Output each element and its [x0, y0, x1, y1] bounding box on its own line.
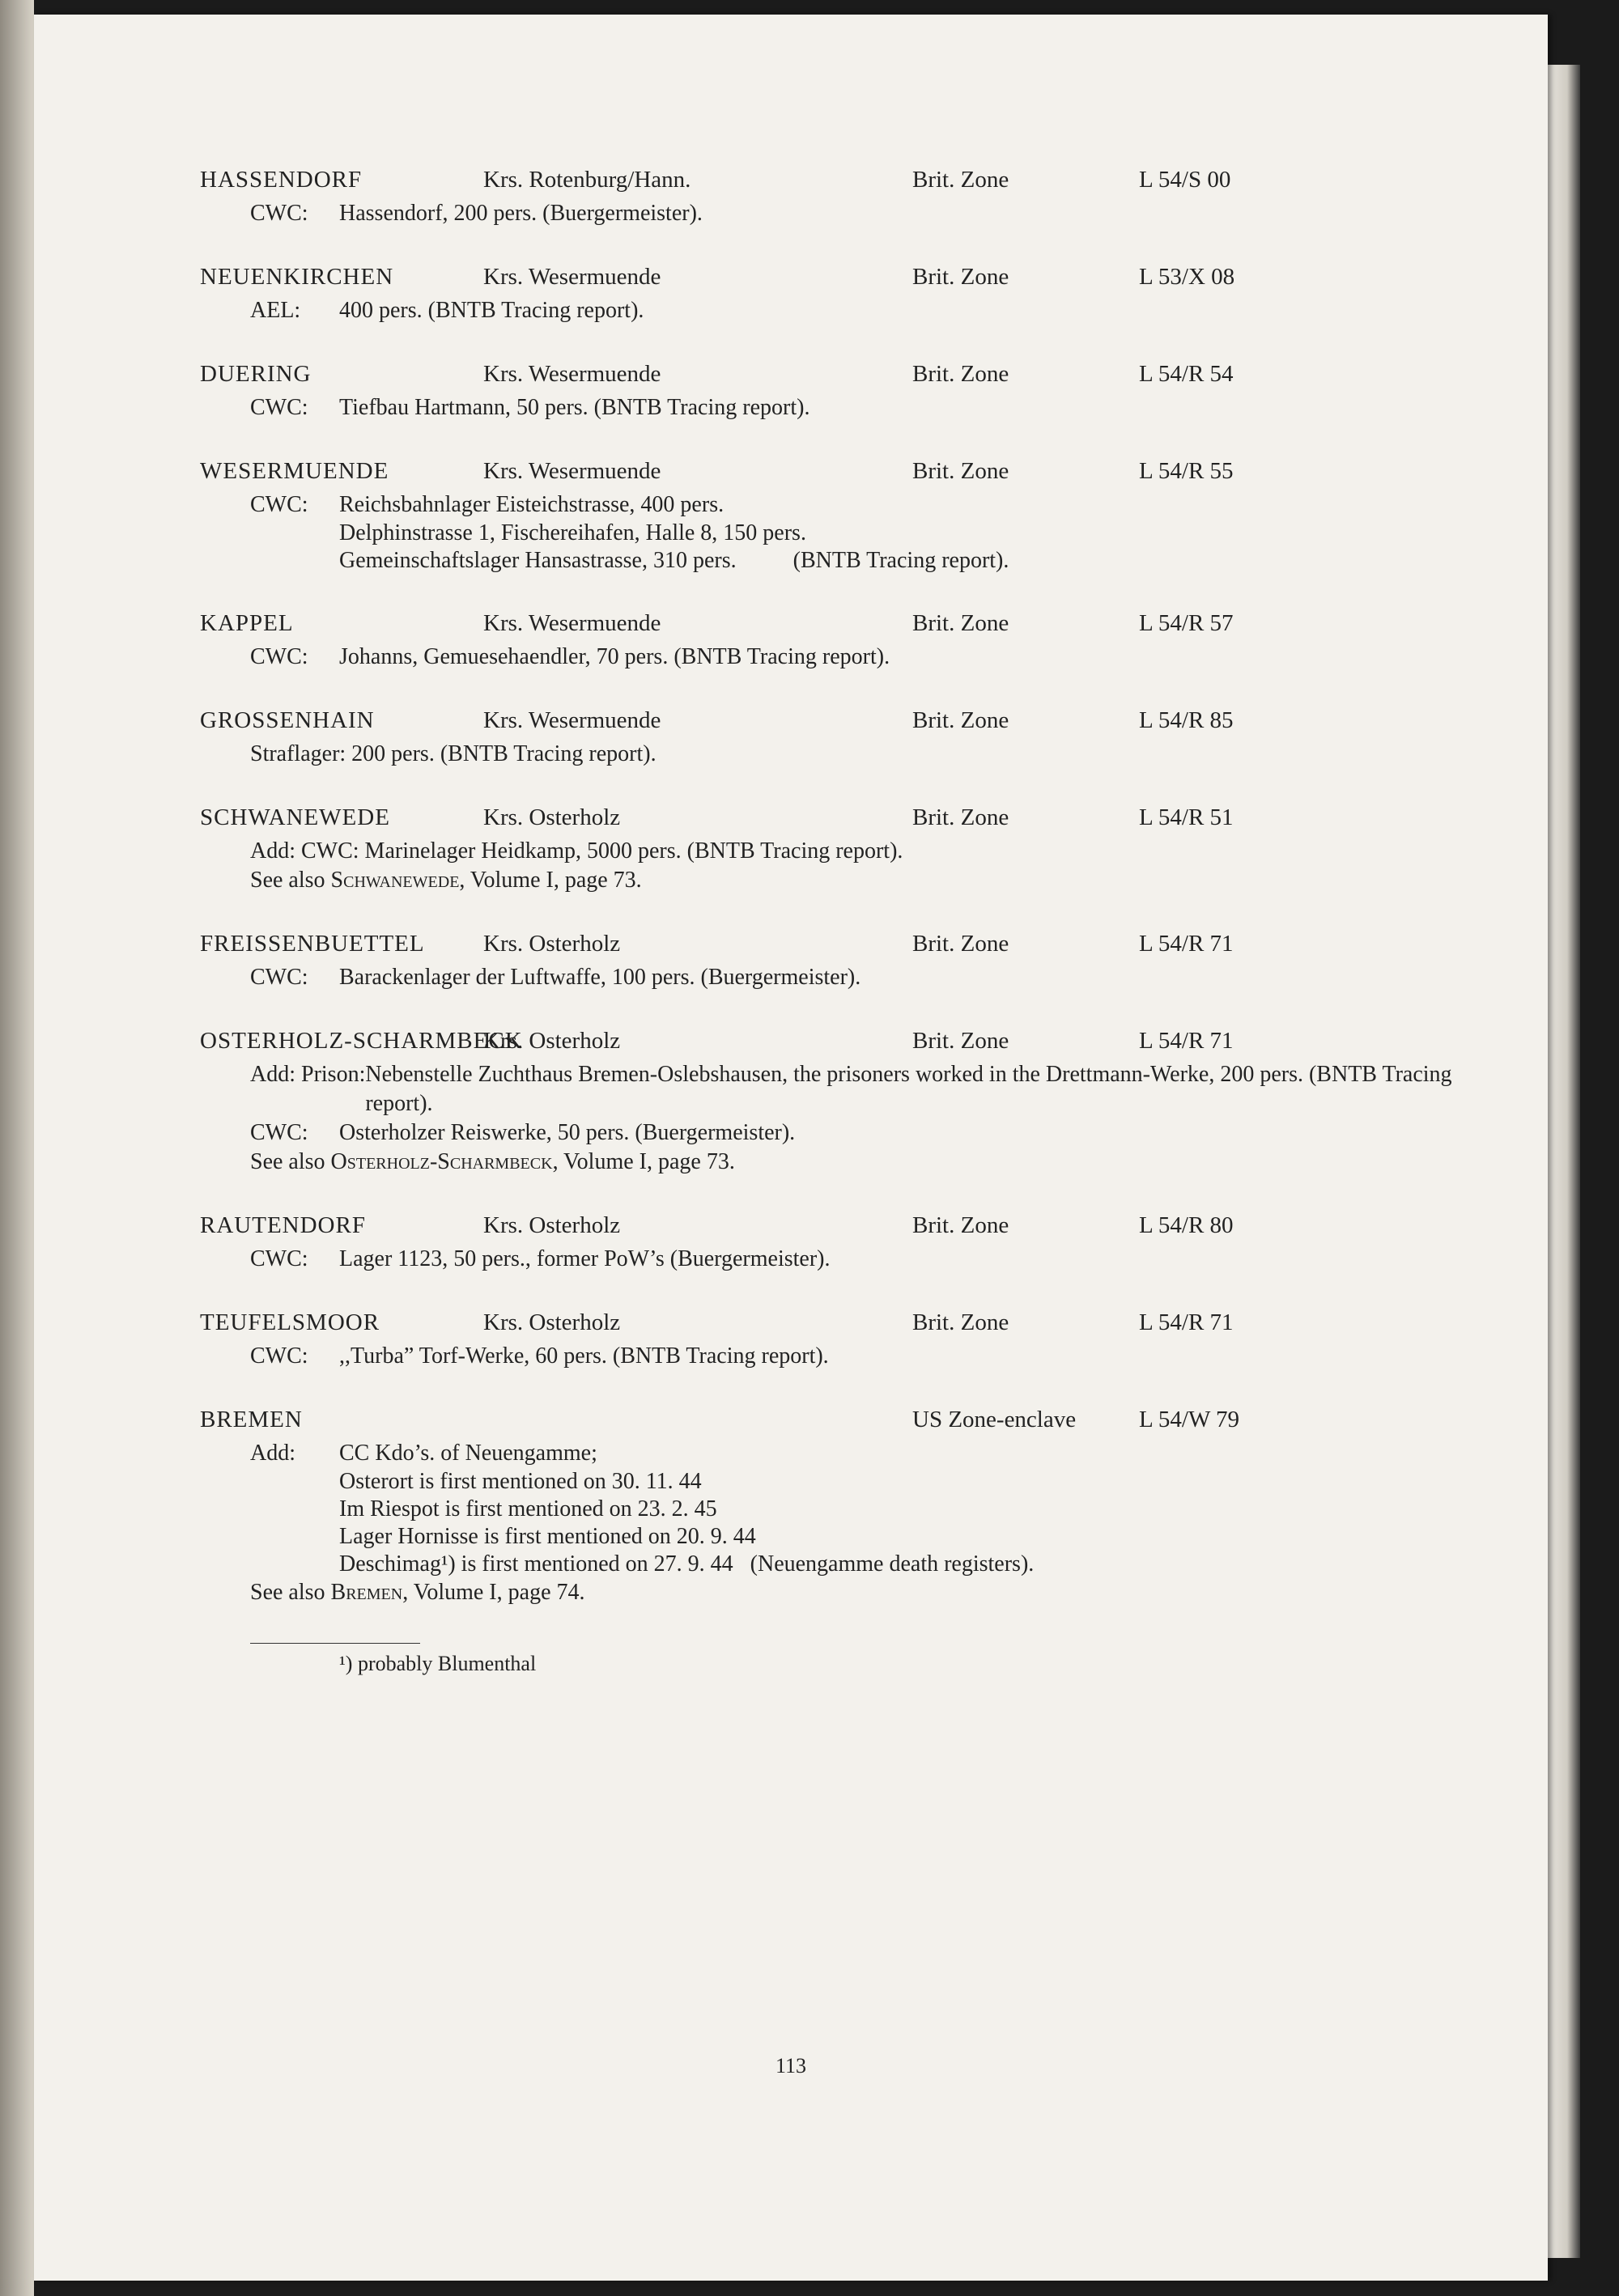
- entry-line: [250, 296, 1455, 325]
- entry-subline: Lager Hornisse is first mentioned on 20. 9. 44: [339, 1524, 756, 1549]
- line-text: Lager 1123, 50 pers., former PoW’s (Buergermeister).: [339, 1246, 831, 1271]
- entry-subline: Delphinstrasse 1, Fischereihafen, Halle 8, 150 pers.: [339, 520, 806, 545]
- entry-line: [250, 1342, 1455, 1371]
- entry: [200, 1407, 1455, 1607]
- entry: [200, 1309, 1455, 1371]
- place-name: BREMEN: [200, 1407, 303, 1432]
- place-name: RAUTENDORF: [200, 1212, 366, 1238]
- entry-subline: Deschimag¹) is first mentioned on 27. 9. 44 (Neuengamme death registers).: [339, 1551, 1035, 1577]
- entry-header: [200, 707, 1455, 740]
- map-reference: L 54/R 71: [1139, 1309, 1234, 1335]
- entry: [200, 804, 1455, 895]
- entry: [200, 1028, 1455, 1177]
- footnote: ¹) probably Blumenthal: [339, 1652, 537, 1675]
- district: Krs. Wesermuende: [483, 610, 661, 636]
- facing-page-edge: [0, 0, 34, 2296]
- see-also-prefix: See also: [250, 868, 331, 893]
- map-reference: L 54/R 71: [1139, 1028, 1234, 1054]
- district: Krs. Osterholz: [483, 1309, 621, 1335]
- entry: [200, 1212, 1455, 1274]
- line-text: Johanns, Gemuesehaendler, 70 pers. (BNTB Tracing report).: [339, 644, 890, 669]
- line-text: ,,Turba” Torf-Werke, 60 pers. (BNTB Tracing report).: [339, 1343, 829, 1369]
- entry-header: [200, 264, 1455, 296]
- district: Krs. Rotenburg/Hann.: [483, 167, 691, 193]
- line-text: Nebenstelle Zuchthaus Bremen-Oslebshausen, the prisoners worked in the Drettmann-Werke, 200 pers. (BNTB Tracing report).: [365, 1062, 1452, 1116]
- district: Krs. Osterholz: [483, 931, 621, 957]
- line-label: CWC:: [250, 1120, 308, 1145]
- map-reference: L 54/R 57: [1139, 610, 1234, 636]
- entry: [200, 931, 1455, 992]
- entry-line: [250, 1245, 1455, 1274]
- place-name: NEUENKIRCHEN: [200, 264, 394, 290]
- entry-header: [200, 1309, 1455, 1342]
- line-text: Barackenlager der Luftwaffe, 100 pers. (Buergermeister).: [339, 965, 861, 990]
- entry-line: [250, 199, 1455, 228]
- see-also-place: Bremen: [330, 1580, 403, 1605]
- line-label: Add: Prison:: [250, 1062, 366, 1087]
- zone: Brit. Zone: [912, 1028, 1009, 1054]
- entry-subline: Gemeinschaftslager Hansastrasse, 310 pers. (BNTB Tracing report).: [339, 548, 1009, 573]
- see-also-suffix: , Volume I, page 73.: [459, 868, 642, 893]
- place-name: WESERMUENDE: [200, 458, 389, 484]
- entry-line: [250, 490, 1455, 520]
- map-reference: L 54/R 85: [1139, 707, 1234, 733]
- entry: [200, 610, 1455, 672]
- zone: Brit. Zone: [912, 1309, 1009, 1335]
- entries-list: [200, 167, 1455, 1678]
- line-text: Hassendorf, 200 pers. (Buergermeister).: [339, 201, 703, 226]
- zone: US Zone-enclave: [912, 1407, 1077, 1432]
- entry-header: [200, 361, 1455, 393]
- line-label: CWC:: [250, 201, 308, 226]
- line-text: 400 pers. (BNTB Tracing report).: [339, 298, 644, 323]
- district: Krs. Wesermuende: [483, 707, 661, 733]
- entry-header: [200, 1028, 1455, 1060]
- entry: [200, 264, 1455, 325]
- line-text: Osterholzer Reiswerke, 50 pers. (Buergermeister).: [339, 1120, 796, 1145]
- document-page: [34, 15, 1548, 2281]
- zone: Brit. Zone: [912, 707, 1009, 733]
- place-name: KAPPEL: [200, 610, 294, 636]
- entry-header: [200, 1407, 1455, 1439]
- see-also: [250, 1578, 1455, 1607]
- entry-line: [250, 1439, 1455, 1468]
- map-reference: L 54/R 80: [1139, 1212, 1234, 1238]
- line-label: Add:: [250, 1441, 295, 1466]
- line-label: CWC:: [250, 1343, 308, 1369]
- entry-line: [250, 1118, 1455, 1148]
- entry-line: [250, 1060, 1455, 1118]
- place-name: GROSSENHAIN: [200, 707, 375, 733]
- district: Krs. Osterholz: [483, 1028, 621, 1054]
- place-name: SCHWANEWEDE: [200, 804, 390, 830]
- see-also-place: Schwanewede: [330, 868, 460, 893]
- entry-header: [200, 1212, 1455, 1245]
- district: Krs. Osterholz: [483, 804, 621, 830]
- line-label: AEL:: [250, 298, 301, 323]
- zone: Brit. Zone: [912, 610, 1009, 636]
- entry-subline: Im Riespot is first mentioned on 23. 2. 45: [339, 1496, 717, 1521]
- zone: Brit. Zone: [912, 167, 1009, 193]
- entry: [200, 361, 1455, 422]
- line-text: Reichsbahnlager Eisteichstrasse, 400 pers.: [339, 492, 725, 517]
- see-also-prefix: See also: [250, 1149, 331, 1174]
- zone: Brit. Zone: [912, 1212, 1009, 1238]
- district: Krs. Wesermuende: [483, 264, 661, 290]
- entry-line: [250, 643, 1455, 672]
- entry-line: Straflager: 200 pers. (BNTB Tracing report).: [250, 741, 657, 766]
- entry-header: [200, 610, 1455, 643]
- page-block-edge: [1548, 65, 1580, 2258]
- map-reference: L 54/R 54: [1139, 361, 1234, 387]
- zone: Brit. Zone: [912, 931, 1009, 957]
- entry-header: [200, 931, 1455, 963]
- entry: [200, 458, 1455, 575]
- line-label: CWC:: [250, 965, 308, 990]
- entry-line: Add: CWC: Marinelager Heidkamp, 5000 pers. (BNTB Tracing report).: [250, 838, 903, 864]
- see-also-suffix: , Volume I, page 74.: [402, 1580, 585, 1605]
- line-label: CWC:: [250, 644, 308, 669]
- entry-header: [200, 167, 1455, 199]
- entry: [200, 167, 1455, 228]
- line-label: CWC:: [250, 492, 308, 517]
- district: Krs. Wesermuende: [483, 458, 661, 484]
- line-label: CWC:: [250, 1246, 308, 1271]
- place-name: DUERING: [200, 361, 312, 387]
- map-reference: L 54/R 71: [1139, 931, 1234, 957]
- entry-line: [250, 393, 1455, 422]
- zone: Brit. Zone: [912, 361, 1009, 387]
- see-also-suffix: , Volume I, page 73.: [552, 1149, 735, 1174]
- zone: Brit. Zone: [912, 804, 1009, 830]
- line-text: CC Kdo’s. of Neuengamme;: [339, 1441, 597, 1466]
- place-name: HASSENDORF: [200, 167, 363, 193]
- place-name: TEUFELSMOOR: [200, 1309, 380, 1335]
- see-also: [250, 866, 1455, 895]
- zone: Brit. Zone: [912, 458, 1009, 484]
- district: Krs. Wesermuende: [483, 361, 661, 387]
- line-label: CWC:: [250, 395, 308, 420]
- line-text: Tiefbau Hartmann, 50 pers. (BNTB Tracing report).: [339, 395, 810, 420]
- page-number: 113: [775, 2054, 807, 2077]
- map-reference: L 53/X 08: [1139, 264, 1235, 290]
- entry-subline: Osterort is first mentioned on 30. 11. 44: [339, 1469, 702, 1494]
- map-reference: L 54/R 55: [1139, 458, 1234, 484]
- see-also-prefix: See also: [250, 1580, 331, 1605]
- place-name: OSTERHOLZ-SCHARMBECK: [200, 1028, 523, 1054]
- entry: [200, 707, 1455, 769]
- map-reference: L 54/S 00: [1139, 167, 1231, 193]
- see-also: [250, 1148, 1455, 1177]
- map-reference: L 54/W 79: [1139, 1407, 1240, 1432]
- map-reference: L 54/R 51: [1139, 804, 1234, 830]
- district: Krs. Osterholz: [483, 1212, 621, 1238]
- see-also-place: Osterholz-Scharmbeck: [330, 1149, 553, 1174]
- place-name: FREISSENBUETTEL: [200, 931, 425, 957]
- entry-header: [200, 458, 1455, 490]
- footnote-rule: [250, 1643, 420, 1644]
- entry-header: [200, 804, 1455, 837]
- entry-line: [250, 963, 1455, 992]
- zone: Brit. Zone: [912, 264, 1009, 290]
